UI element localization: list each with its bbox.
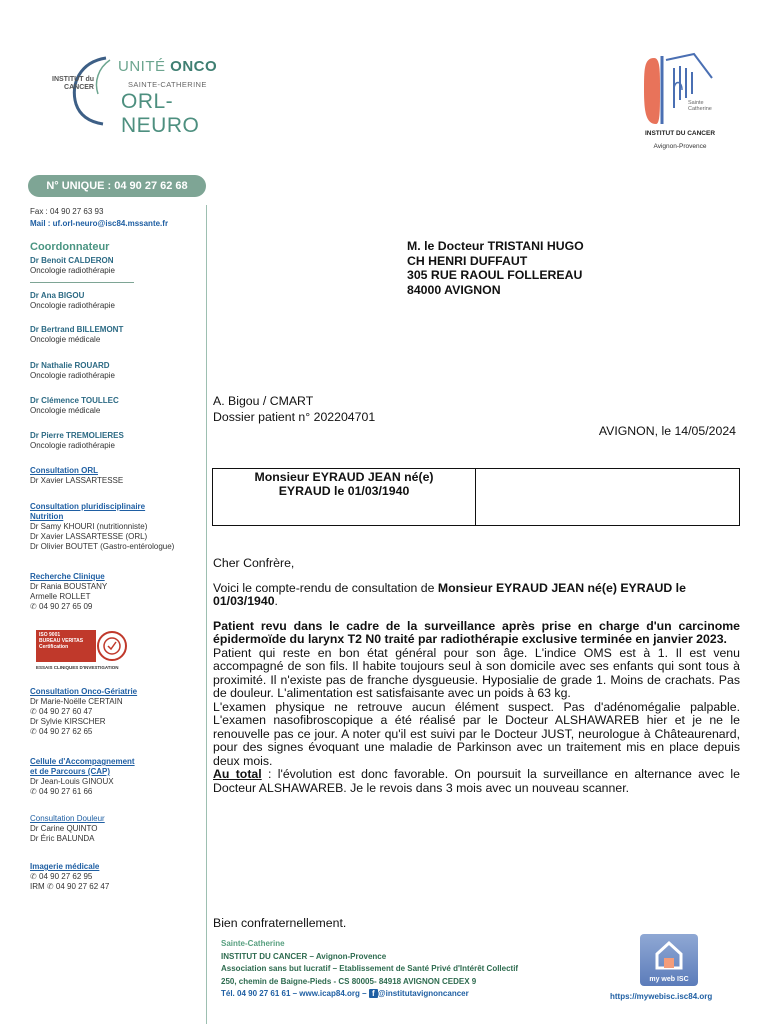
cap-link[interactable]: Cellule d'Accompagnement <box>30 757 135 766</box>
letter-body <box>213 557 740 795</box>
recherche-clinique-section <box>30 572 107 612</box>
phone-icon: ✆ <box>30 707 37 716</box>
geriatrie-phone <box>30 707 137 717</box>
certification-text: Certification <box>39 644 69 650</box>
doctor-entry <box>30 396 119 416</box>
phone-icon: ✆ <box>46 882 54 891</box>
patient-birth: EYRAUD le 01/03/1940 <box>278 484 410 498</box>
doctor-name: Dr Clémence TOULLEC <box>30 396 119 405</box>
consultation-pluri-section <box>30 502 174 552</box>
intro-paragraph <box>213 582 740 609</box>
footer-phone-web: Tél. 04 90 27 61 61 – www.icap84.org – <box>221 989 369 998</box>
irm-phone <box>30 882 109 892</box>
house-icon <box>653 940 685 970</box>
nutrition-link[interactable]: Nutrition <box>30 512 64 521</box>
logo-unite-text: UNITÉ <box>118 58 166 75</box>
consultation-orl-doctor: Dr Xavier LASSARTESSE <box>30 476 124 485</box>
patient-name: Monsieur EYRAUD JEAN né(e) <box>254 470 434 484</box>
phone-number: 04 90 27 62 47 <box>55 882 110 891</box>
facebook-icon[interactable]: f <box>369 989 378 998</box>
bureau-veritas-text: BUREAU VERITAS <box>39 638 84 644</box>
institut-cancer-logo <box>636 50 726 160</box>
geriatrie-doctor: Dr Sylvie KIRSCHER <box>30 717 106 726</box>
doctor-entry <box>30 256 115 276</box>
doctor-name: Dr Pierre TREMOLIERES <box>30 431 124 440</box>
clinical-paragraph: Patient qui reste en bon état général pour son âge. L'indice OMS est à 1. Il est venu accompagné de son fils. Il habite toujours seul à son domicile avec ses enfants qui sont tous à proximité. Il n'existe pas de franche dysgueusie. Hyposialie de grade 1. Moins de crachats. Pas de douleur. L'alimentation est satisfaisante avec un poids à 63 kg. <box>213 645 740 700</box>
recipient-address <box>407 239 584 297</box>
consultation-orl-link[interactable]: Consultation ORL <box>30 466 98 475</box>
recherche-person: Dr Rania BOUSTANY <box>30 582 108 591</box>
recipient-street: 305 RUE RAOUL FOLLEREAU <box>407 268 583 282</box>
logo-unite-onco <box>118 58 217 75</box>
recipient-city: 84000 AVIGNON <box>407 282 501 297</box>
closing-text: Bien confraternellement. <box>213 916 347 930</box>
doctor-specialty: Oncologie médicale <box>30 335 101 344</box>
doctor-name: Dr Nathalie ROUARD <box>30 361 110 370</box>
cap-phone <box>30 787 135 797</box>
phone-icon: ✆ <box>30 727 37 736</box>
doctor-entry <box>30 325 123 345</box>
doctor-specialty: Oncologie radiothérapie <box>30 371 115 380</box>
phone-number: 04 90 27 62 65 <box>39 727 93 736</box>
total-label: Au total <box>213 767 262 781</box>
logo-avignon-provence-text: Avignon-Provence <box>653 143 707 150</box>
pluri-doctor: Dr Samy KHOURI (nutritionniste) <box>30 522 148 531</box>
douleur-doctor: Dr Carine QUINTO <box>30 824 98 833</box>
doctor-name: Dr Benoit CALDERON <box>30 256 114 265</box>
author-reference: A. Bigou / CMART <box>213 394 314 408</box>
my-web-isc-logo[interactable] <box>640 934 698 986</box>
doctor-specialty: Oncologie médicale <box>30 406 101 415</box>
reference-block <box>213 394 375 425</box>
doctor-specialty: Oncologie radiothérapie <box>30 441 115 450</box>
logo-sainte-catherine-text: SAINTE-CATHERINE <box>128 80 207 89</box>
doctor-specialty: Oncologie radiothérapie <box>30 301 115 310</box>
recipient-name: M. le Docteur TRISTANI HUGO <box>407 239 584 253</box>
intro-patient: Monsieur EYRAUD JEAN né(e) EYRAUD le 01/03/1940 <box>213 580 686 608</box>
imagerie-link[interactable]: Imagerie médicale <box>30 862 100 871</box>
recherche-clinique-link[interactable]: Recherche Clinique <box>30 572 105 581</box>
footer-address-line: 250, chemin de Baigne-Pieds - CS 80005- 84918 AVIGNON CEDEX 9 <box>221 976 477 986</box>
total-text: : l'évolution est donc favorable. On poursuit la surveillance en alternance avec le Docteur ALSHAWAREB. Je le revois dans 3 mois avec un nouveau scanner. <box>213 767 741 795</box>
douleur-link[interactable]: Consultation Douleur <box>30 814 105 823</box>
logo-sainte-catherine-text: Sainte Catherine <box>688 100 712 112</box>
irm-label: IRM <box>30 882 45 891</box>
cap-link-2[interactable]: et de Parcours (CAP) <box>30 767 111 776</box>
doctor-name: Dr Ana BIGOU <box>30 291 85 300</box>
patient-identity-cell <box>213 469 476 526</box>
pluri-doctor: Dr Olivier BOUTET (Gastro-entérologue) <box>30 542 175 551</box>
doctor-entry <box>30 361 115 381</box>
essais-cliniques-text: ESSAIS CLINIQUES D'INVESTIGATION <box>36 665 119 670</box>
logo-institut-du-cancer-text: INSTITUT DU CANCER <box>644 130 716 137</box>
consultation-orl-section <box>30 466 123 486</box>
doctor-entry <box>30 291 115 311</box>
phone-icon: ✆ <box>30 602 37 611</box>
footer-address <box>221 938 518 1001</box>
recherche-person: Armelle ROLLET <box>30 592 91 601</box>
doctor-entry <box>30 431 124 451</box>
summary-paragraph: Patient revu dans le cadre de la surveillance après prise en charge d'un carcinome épidermoïde du larynx T2 N0 traité par radiothérapie exclusive terminée en janvier 2023. <box>213 618 740 646</box>
logo-orl-neuro-text: ORL-NEURO <box>121 90 200 137</box>
bureau-veritas-logo <box>36 630 96 662</box>
douleur-section <box>30 814 105 844</box>
facebook-handle[interactable]: @institutavignoncancer <box>377 989 469 998</box>
letter-date: AVIGNON, le 14/05/2024 <box>598 424 736 438</box>
phone-number: 04 90 27 62 95 <box>39 872 93 881</box>
douleur-doctor: Dr Éric BALUNDA <box>30 834 95 843</box>
footer-association: Association sans but lucratif – Etablissement de Santé Privé d'Intérêt Collectif <box>221 964 519 973</box>
footer-sainte-catherine: Sainte-Catherine <box>221 939 285 948</box>
unite-orl-neuro-logo <box>28 54 228 137</box>
pluri-doctor: Dr Xavier LASSARTESSE (ORL) <box>30 532 148 541</box>
iso-text: ISO 9001 <box>39 632 61 638</box>
coordinator-title: Coordonnateur <box>30 241 110 253</box>
sidebar-divider <box>206 205 207 1024</box>
consultation-pluri-link[interactable]: Consultation pluridisciplinaire <box>30 502 146 511</box>
phone-number: 04 90 27 65 09 <box>39 602 93 611</box>
recherche-phone <box>30 602 107 612</box>
footer-institut: INSTITUT DU CANCER – Avignon-Provence <box>221 951 387 961</box>
bureau-veritas-seal-icon <box>96 630 128 662</box>
patient-identity-box <box>212 468 740 526</box>
conclusion-paragraph <box>213 768 740 795</box>
geriatrie-doctor: Dr Marie-Noëlle CERTAIN <box>30 697 123 706</box>
onco-geriatrie-link[interactable]: Consultation Onco-Gériatrie <box>30 687 138 696</box>
mail-text[interactable]: Mail : uf.orl-neuro@isc84.mssante.fr <box>30 219 169 228</box>
phone-number: 04 90 27 60 47 <box>39 707 93 716</box>
intro-end: . <box>274 594 278 608</box>
doctor-name: Dr Bertrand BILLEMONT <box>30 325 124 334</box>
onco-geriatrie-section <box>30 687 137 737</box>
recipient-hospital: CH HENRI DUFFAUT <box>407 253 528 268</box>
exam-paragraph: L'examen physique ne retrouve aucun élément suspect. Pas d'adénomégalie palpable. L'examen nasofibroscopique a été réalisé par le Docteur ALSHAWAREB hier et je ne le renouvelle pas ce jour. A noter qu'il est suivi par le Docteur JUST, neurologue à Châteaurenard, pour des signes évoquant une maladie de Parkinson avec un traitement mis en place depuis deux mois. <box>213 699 740 768</box>
logo-institut-text: INSTITUT du CANCER <box>52 76 94 91</box>
sidebar-separator <box>30 282 134 283</box>
patient-file-number: Dossier patient n° 202204701 <box>213 409 376 424</box>
sainte-catherine-building-icon <box>636 50 726 130</box>
my-web-isc-label: my web ISC <box>649 976 689 983</box>
my-web-isc-url[interactable]: https://mywebisc.isc84.org <box>610 992 713 1001</box>
cap-section <box>30 757 135 797</box>
phone-icon: ✆ <box>30 787 37 796</box>
geriatrie-phone <box>30 727 137 737</box>
logo-onco-text: ONCO <box>170 58 218 75</box>
phone-icon: ✆ <box>30 872 37 881</box>
imagerie-section <box>30 862 109 892</box>
intro-text: Voici le compte-rendu de consultation de <box>213 580 438 595</box>
cap-doctor: Dr Jean-Louis GINOUX <box>30 777 114 786</box>
footer-contact <box>221 988 518 1001</box>
imagerie-phone <box>30 872 109 882</box>
doctor-specialty: Oncologie radiothérapie <box>30 266 115 275</box>
phone-number: 04 90 27 61 66 <box>39 787 93 796</box>
salutation: Cher Confrère, <box>213 556 295 570</box>
fax-text: Fax : 04 90 27 63 93 <box>30 207 104 216</box>
unique-phone-badge: N° UNIQUE : 04 90 27 62 68 <box>28 175 206 197</box>
certification-badge <box>36 630 128 670</box>
